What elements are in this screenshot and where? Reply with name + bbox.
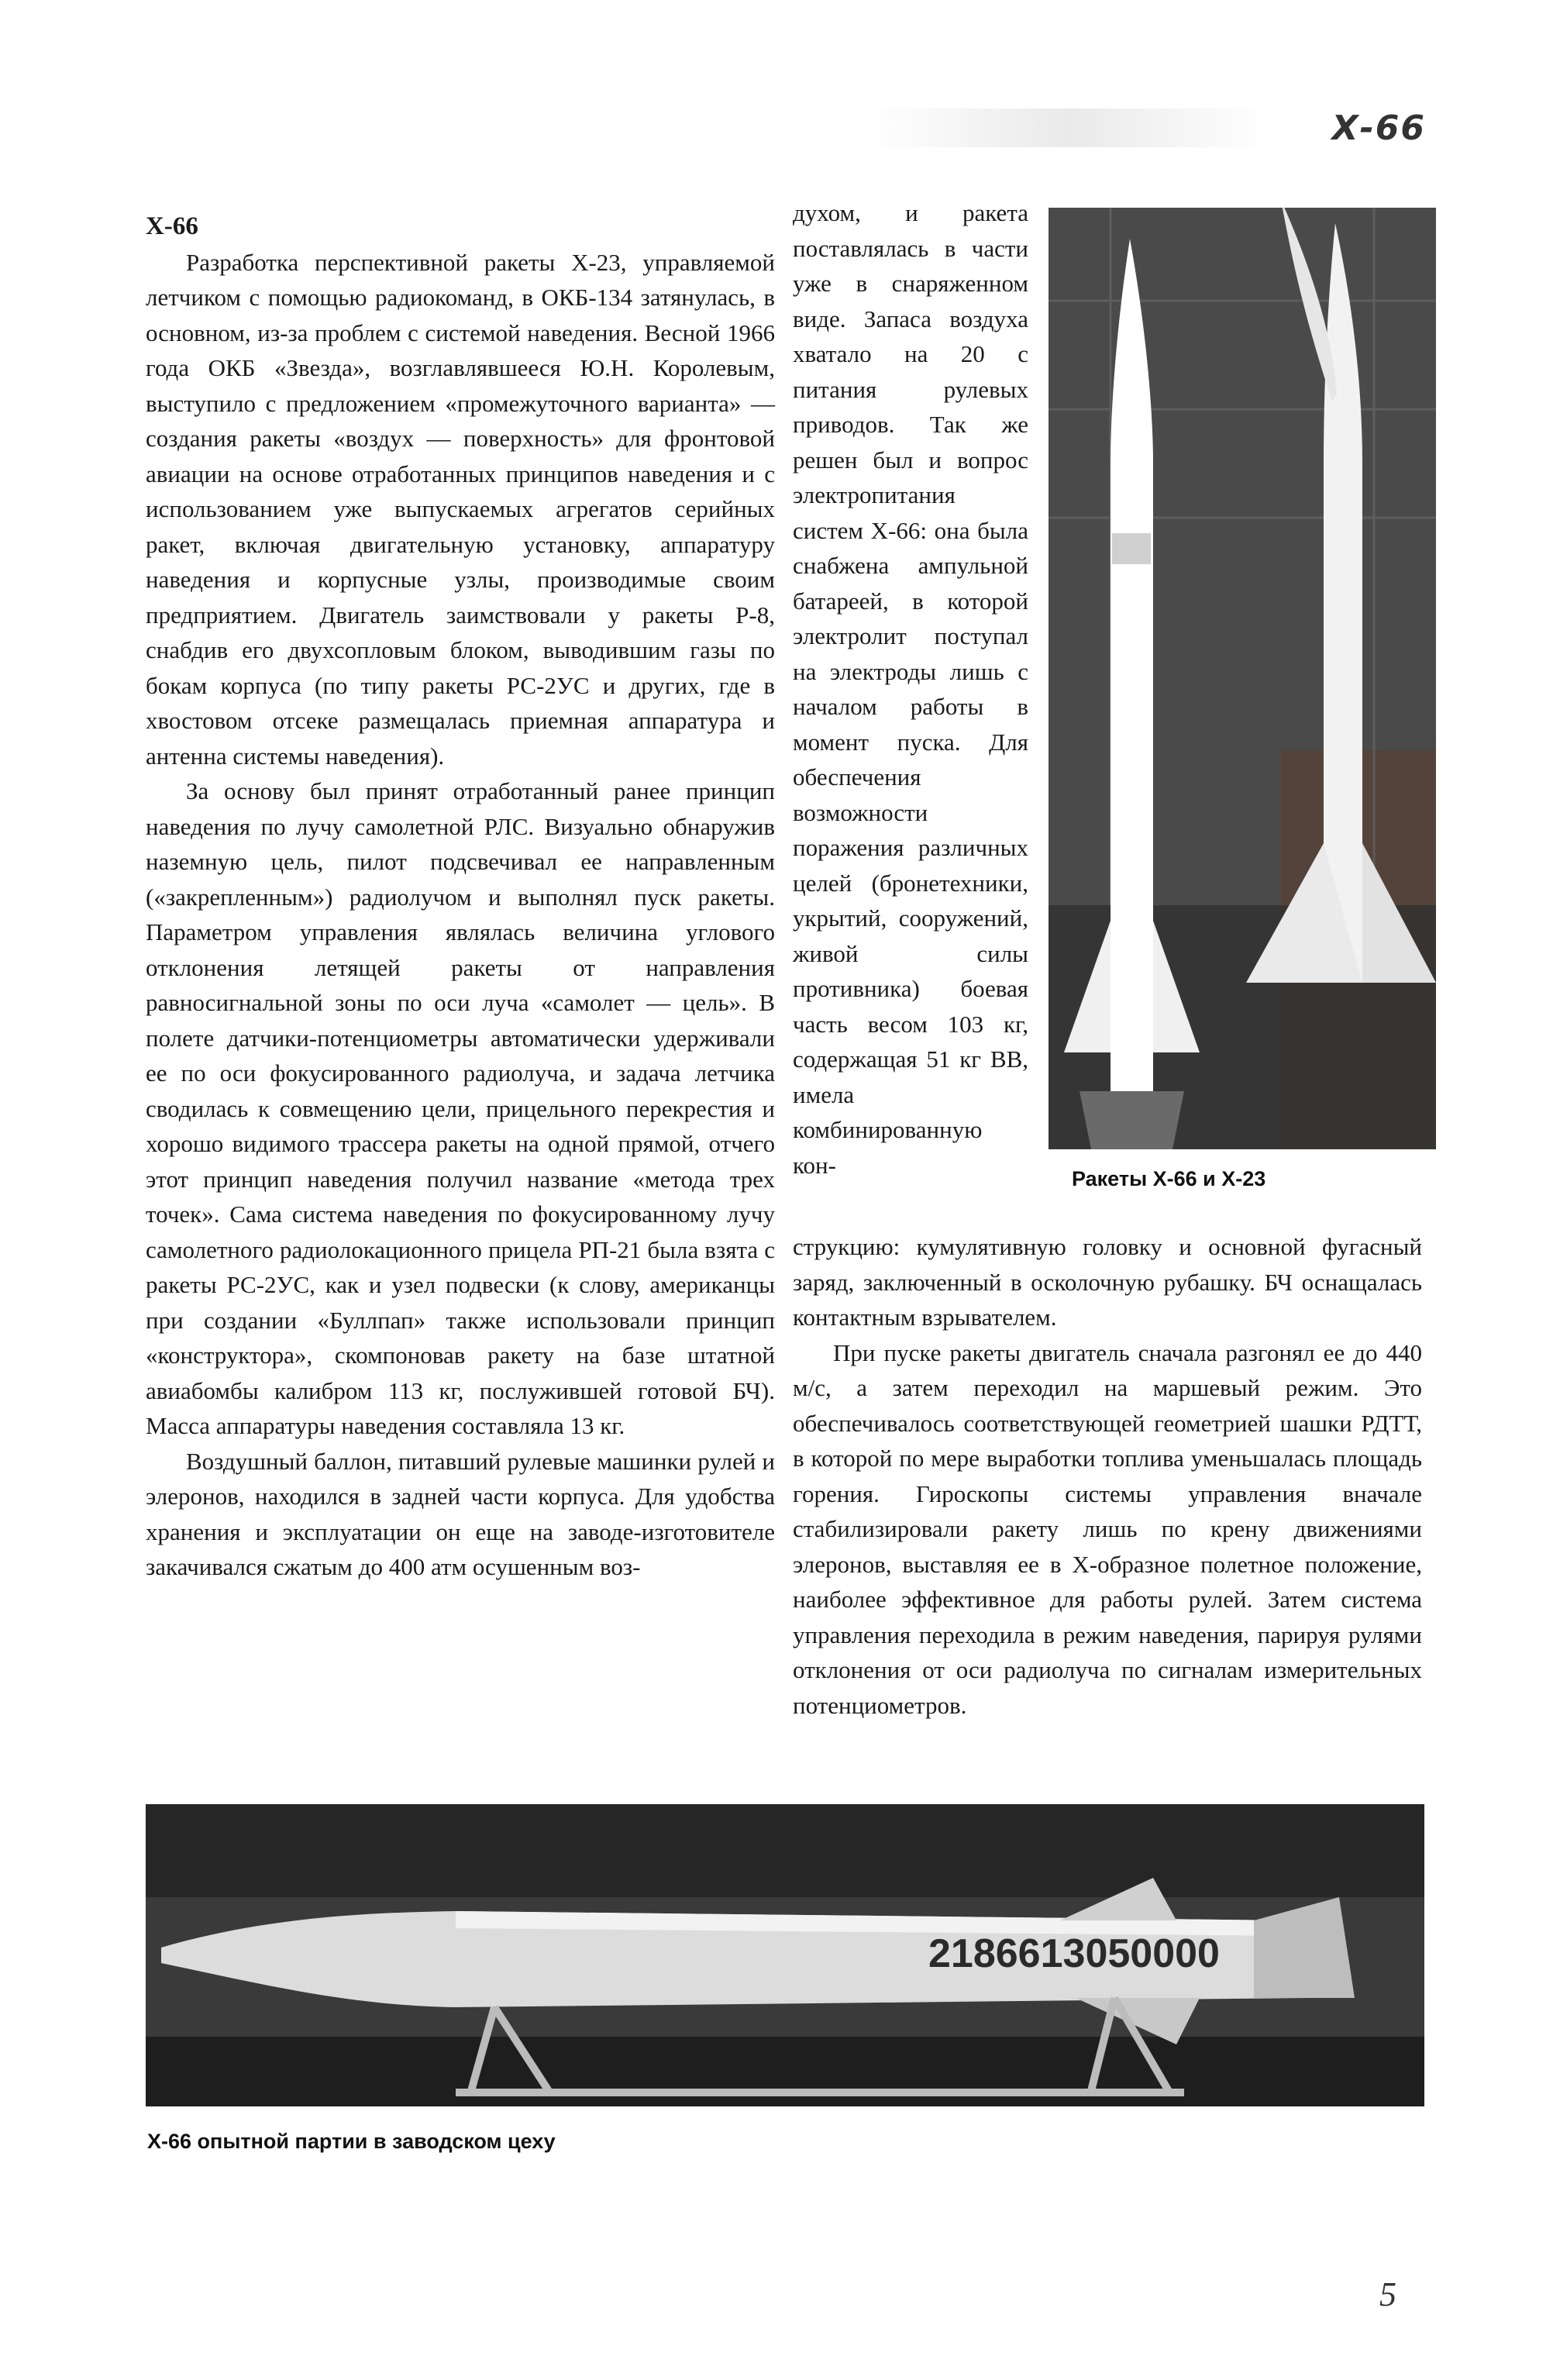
article-right-narrow-column <box>793 195 1028 1183</box>
running-head: Х-66 <box>1331 108 1426 148</box>
missiles-photo <box>1049 208 1436 1149</box>
factory-missile-illustration <box>146 1804 1424 2106</box>
factory-missile-photo <box>146 1804 1424 2106</box>
missiles-illustration <box>1049 208 1436 1149</box>
article-left-column <box>146 209 775 1585</box>
paragraph: При пуске ракеты двигатель сначала разгонял ее до 440 м/с, а затем переходил на маршевый режим. Это обеспечивалось соответствующей геометрией шашки РДТТ, в которой по мере выработки топлива уменьшалась площадь горения. Гироскопы системы управления вначале стабилизировали ракету лишь по крену движениями элеронов, выставляя ее в Х-образное полетное положение, наиболее эффективное для работы рулей. Затем система управления переходила в режим наведения, парируя рулями отклонения от оси радиолуча по сигналам измерительных потенциометров. <box>793 1338 1422 1719</box>
paragraph: За основу был принят отработанный ранее принцип наведения по лучу самолетной РЛС. Визуально обнаружив наземную цель, пилот подсвечивал ее направленным («закрепленным») радиолучом и выполнял пуск ракеты. Параметром управления являлась величина углового отклонения летящей ракеты от направления равносигнальной зоны по оси луча «самолет — цель». В полете датчики-потенциометры автоматически удерживали ее по оси фокусированного радиолуча, и задача летчика сводилась к совмещению цели, прицельного перекрестия и хорошо видимого трассера ракеты на одной прямой, отчего этот принцип наведения получил название «метода трех точек». Сама система наведения по фокусированному лучу самолетного радиолокационного прицела РП-21 была взята с ракеты РС-2УС, как и узел подвески (к слову, американцы при создании «Буллпап» также использовали принцип «конструктора», скомпоновав ракету на базе штатной авиабомбы калибром 113 кг, послужившей готовой БЧ). Масса аппаратуры наведения составляла 13 кг. <box>146 777 775 1439</box>
paragraph: Разработка перспективной ракеты Х-23, управляемой летчиком с помощью радиокоманд, в ОКБ-134 затянулась, в основном, из-за проблем с системой наведения. Весной 1966 года ОКБ «Звезда», возглавлявшееся Ю.Н. Королевым, выступило с предложением «промежуточного варианта» — создания ракеты «воздух — поверхность» для фронтовой авиации на основе отработанных принципов наведения и с использованием уже выпускаемых агрегатов серийных ракет, включая двигательную установку, аппаратуру наведения и корпусные узлы, производимые своим предприятием. Двигатель заимствовали у ракеты Р-8, снабдив его двухсопловым блоком, выводившим газы по бокам корпуса (по типу ракеты РС-2УС и других, где в хвостовом отсеке размещалась приемная аппаратура и антенна системы наведения). <box>146 248 775 770</box>
paragraph: струкцию: кумулятивную головку и основной фугасный заряд, заключенный в осколочную рубашку. БЧ оснащалась контактным взрывателем. <box>793 1233 1422 1331</box>
paragraph: духом, и ракета поставлялась в части уже в снаряженном виде. Запаса воздуха хватало на 20 с питания рулевых приводов. Так же решен был и вопрос электропитания систем Х-66: она была снабжена ампульной батареей, в которой электролит поступал на электроды лишь с началом работы в момент пуска. Для обеспечения возможности поражения различных целей (бронетехники, укрытий, сооружений, живой силы противника) боевая часть весом 103 кг, содержащая 51 кг ВВ, имела комбинированную кон- <box>793 199 1028 1179</box>
serial-marking: 2186613050000 <box>928 1931 1220 1976</box>
header-decoration <box>868 108 1271 147</box>
article-right-full-column <box>793 1229 1422 1723</box>
page-number: 5 <box>1379 2275 1396 2313</box>
article-title: Х-66 <box>146 212 198 240</box>
bottom-photo-caption: Х-66 опытной партии в заводском цеху <box>147 2130 556 2153</box>
top-photo-caption: Ракеты Х-66 и Х-23 <box>1072 1167 1266 1190</box>
paragraph: Воздушный баллон, питавший рулевые машинки рулей и элеронов, находился в задней части корпуса. Для удобства хранения и эксплуатации он еще на заводе-изготовителе закачивался сжатым до 400 атм осушенным воз- <box>146 1447 775 1580</box>
